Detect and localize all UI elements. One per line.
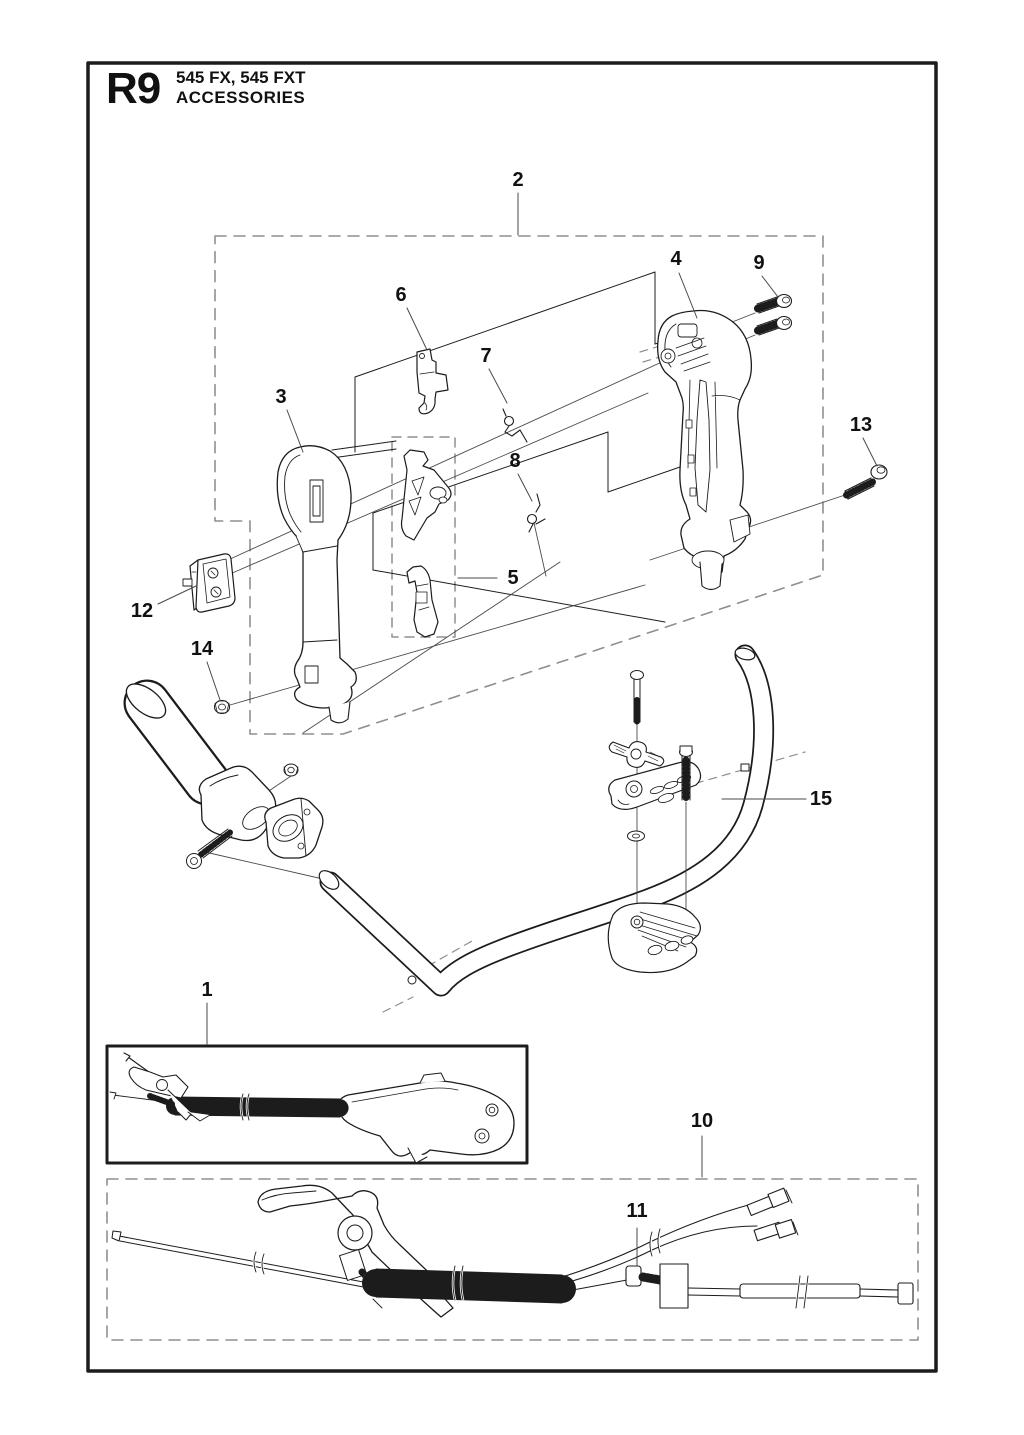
callout-label-14: 14	[190, 638, 214, 660]
part-10-cable-harness	[112, 1185, 913, 1317]
part-8-wire-clip	[528, 494, 546, 532]
callout-label-2: 2	[512, 169, 524, 191]
handlebar-clamp-kit	[608, 671, 700, 973]
part-4-handle-assembly	[658, 310, 752, 589]
callout-label-7: 7	[480, 345, 492, 367]
callout-label-6: 6	[395, 284, 407, 306]
part-9-screws	[757, 295, 792, 336]
part-13-screw	[845, 465, 887, 499]
callout-label-4: 4	[670, 248, 682, 270]
callout-label-3: 3	[275, 386, 287, 408]
section-title: ACCESSORIES	[176, 88, 306, 107]
model-title: 545 FX, 545 FXT	[176, 68, 306, 87]
doc-code: R9	[106, 64, 161, 113]
group-box-10	[107, 1179, 918, 1340]
callout-label-8: 8	[509, 450, 521, 472]
callout-label-5: 5	[507, 567, 519, 589]
part-14-nut	[215, 701, 230, 714]
part-1-throttle-control	[110, 1053, 514, 1163]
part-6-bracket	[417, 349, 448, 414]
callout-label-11: 11	[626, 1200, 648, 1222]
part-5-trigger-set	[402, 450, 452, 637]
reference-plane-lines	[332, 272, 710, 622]
callout-label-13: 13	[849, 414, 873, 436]
part-12-stop-switch	[183, 554, 235, 612]
callout-label-10: 10	[690, 1110, 714, 1132]
callout-label-1: 1	[201, 979, 213, 1001]
part-3-handle-shell	[277, 446, 356, 723]
callout-label-12: 12	[130, 600, 154, 622]
callout-label-9: 9	[753, 252, 765, 274]
callout-label-15: 15	[809, 788, 833, 810]
